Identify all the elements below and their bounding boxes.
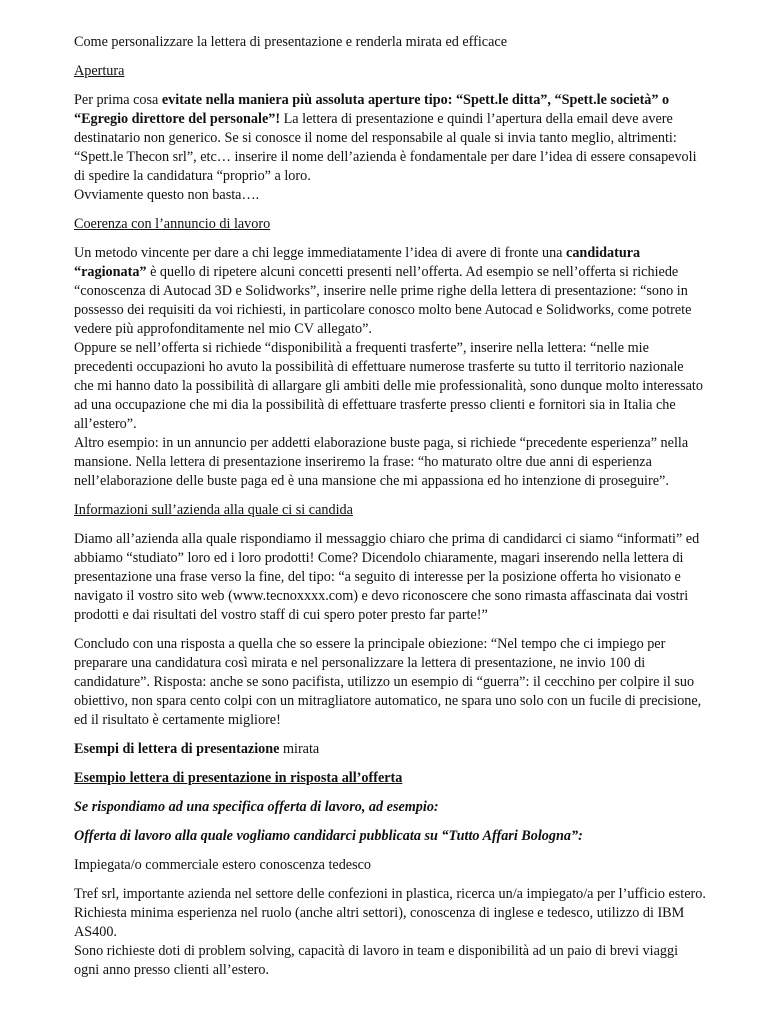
bold-run: Esempio lettera di presentazione in risposta all’offerta [74,770,403,786]
bold-run: Esempi di lettera di presentazione [74,741,280,757]
section-heading-esempi [74,740,706,759]
job-offer-paragraph-3: Sono richieste doti di problem solving, capacità di lavoro in team e disponibilità ad un paio di brevi viaggi ogni anno presso clienti all’estero. [74,943,679,978]
text-run: Un metodo vincente per dare a chi legge immediatamente l’idea di avere di fronte una [74,245,567,261]
document-page [74,33,706,980]
section-heading-informazioni: Informazioni sull’azienda alla quale ci si candida [74,502,353,518]
sub-heading-esempio [74,769,706,788]
bold-run: candidatura “ragionata” [74,245,641,280]
job-offer-paragraph-1: Tref srl, importante azienda nel settore delle confezioni in plastica, ricerca un/a impiegato/a per l’ufficio estero. [74,886,706,902]
text-run: mirata [279,741,320,757]
italic-intro-1: Se rispondiamo ad una specifica offerta di lavoro, ad esempio: [74,799,439,815]
section-heading-apertura: Apertura [74,63,125,79]
paragraph-apertura-line: Ovviamente questo non basta…. [74,187,260,203]
job-offer-title: Impiegata/o commerciale estero conoscenza tedesco [74,857,372,873]
paragraph-apertura [74,91,706,186]
text-run: La lettera di presentazione e quindi l’apertura della email deve avere destinatario non generico. Se si conosce il nome del responsabile al quale si invia tanto meglio, altrimenti: “Spett.le Thecon srl”, etc… inserire il nome dell’azienda è fondamentale per dare l’idea di essere consapevoli di spedire la candidatura “proprio” a loro. [74,111,697,184]
paragraph-coerenza-3: Altro esempio: in un annuncio per addetti elaborazione buste paga, si richiede “precedente esperienza” nella mansione. Nella lettera di presentazione inseriremo la frase: “ho maturato oltre due anni di esperienza nell’elaborazione delle buste paga ed è una mansione che mi appassiona ed ho intenzione di proseguire”. [74,435,689,489]
document-title: Come personalizzare la lettera di presentazione e renderla mirata ed efficace [74,34,507,50]
paragraph-coerenza [74,244,706,339]
text-run: è quello di ripetere alcuni concetti presenti nell’offerta. Ad esempio se nell’offerta si richiede “conoscenza di Autocad 3D e Solidworks”, inserire nelle prime righe della lettera di presentazione: “sono in possesso dei requisiti da voi richiesti, in particolare conosco molto bene Autocad e Solidworks, come potrete vedere più approfonditamente nel mio CV allegato”. [74,264,692,337]
bold-run: evitate nella maniera più assoluta aperture tipo: “Spett.le ditta”, “Spett.le società” o “Egregio direttore del personale”! [74,92,670,127]
paragraph-informazioni-1: Diamo all’azienda alla quale rispondiamo il messaggio chiaro che prima di candidarci ci siamo “informati” ed abbiamo “studiato” loro ed i loro prodotti! Come? Dicendolo chiaramente, magari inserendo nella lettera di presentazione una frase verso la fine, del tipo: “a seguito di interesse per la posizione offerta ho visionato e navigato il vostro sito web (www.tecnoxxxx.com) e devo riconoscere che sono rimasta affascinata dai vostri prodotti e dai risultati del vostro staff di cui spero poter presto far parte!” [74,531,700,623]
section-heading-coerenza: Coerenza con l’annuncio di lavoro [74,216,271,232]
italic-intro-2: Offerta di lavoro alla quale vogliamo candidarci pubblicata su “Tutto Affari Bologna”: [74,828,583,844]
paragraph-informazioni-2: Concludo con una risposta a quella che so essere la principale obiezione: “Nel tempo che ci impiego per preparare una candidatura così mirata e nel personalizzare la lettera di presentazione, ne invio 100 di candidature”. Risposta: anche se sono pacifista, utilizzo un esempio di “guerra”: il cecchino per colpire il suo obiettivo, non spara cento colpi con un mitragliatore automatico, ne spara uno solo con un fucile di precisione, ed il risultato è certamente migliore! [74,636,702,728]
job-offer-paragraph-2: Richiesta minima esperienza nel ruolo (anche altri settori), conoscenza di inglese e tedesco, utilizzo di IBM AS400. [74,905,685,940]
paragraph-coerenza-2: Oppure se nell’offerta si richiede “disponibilità a frequenti trasferte”, inserire nella lettera: “nelle mie precedenti occupazioni ho avuto la possibilità di effettuare numerose trasferte su tutto il territorio nazionale che mi hanno dato la possibilità di allargare gli ambiti delle mie professionalità, sono dunque molto interessato ad una occupazione che mi dia la possibilità di effettuare trasferte presso clienti e fornitori sia in Italia che all’estero”. [74,340,703,432]
text-run: Per prima cosa [74,92,162,108]
